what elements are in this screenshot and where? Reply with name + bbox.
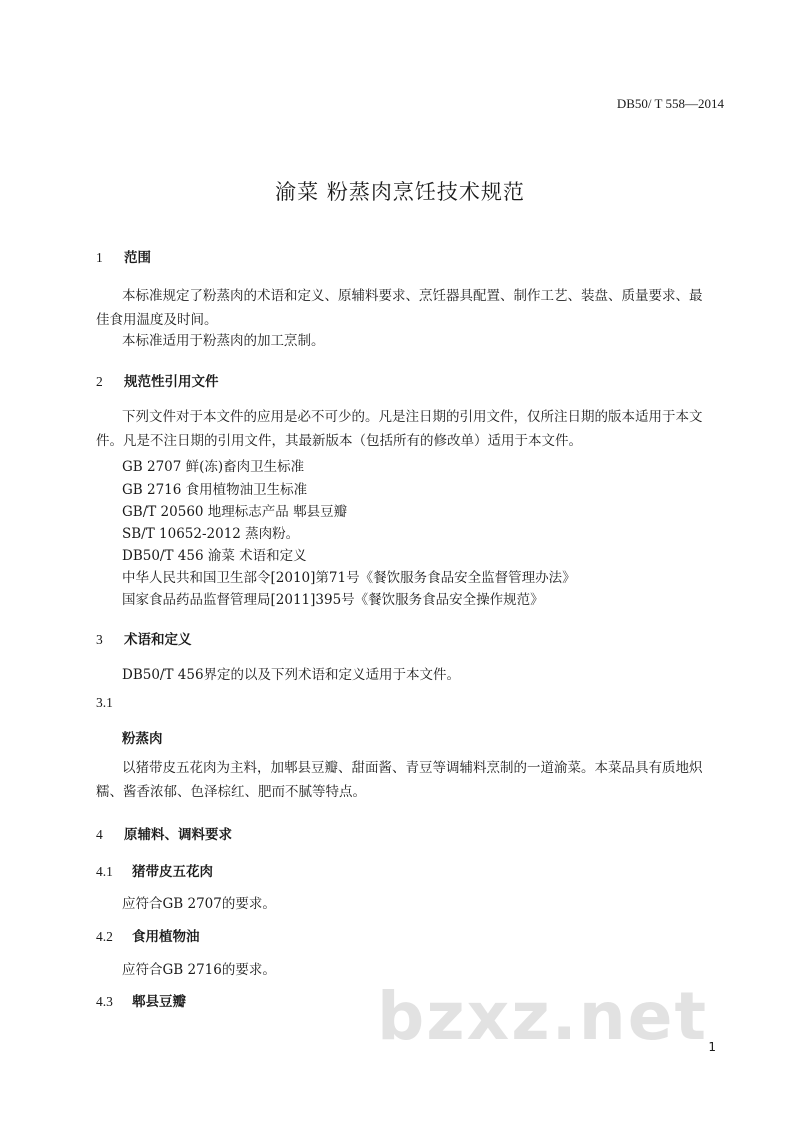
subsection-number: 4.2	[96, 929, 113, 944]
section-1-paragraph-2: 本标准适用于粉蒸肉的加工烹制。	[122, 333, 325, 349]
subsection-title: 郫县豆瓣	[132, 994, 186, 1010]
term-heading: 粉蒸肉	[122, 731, 163, 747]
section-1-paragraph-1: 本标准规定了粉蒸肉的术语和定义、原辅料要求、烹饪器具配置、制作工艺、装盘、质量要求、最佳食用温度及时间。	[96, 288, 703, 328]
section-3-heading	[96, 628, 192, 648]
section-number: 3	[96, 632, 103, 647]
section-number: 2	[96, 374, 103, 389]
reference-item: GB 2707 鲜(冻)畜肉卫生标准	[122, 459, 305, 475]
subsection-number: 4.1	[96, 864, 113, 879]
standard-code: DB50/ T 558—2014	[616, 96, 724, 111]
section-3-paragraph-1: DB50/T 456界定的以及下列术语和定义适用于本文件。	[122, 667, 461, 683]
term-definition: 以猪带皮五花肉为主料，加郫县豆瓣、甜面酱、青豆等调辅料烹制的一道渝菜。本菜品具有质地炽糯、酱香浓郁、色泽棕红、肥而不腻等特点。	[96, 760, 703, 800]
subsection-number: 4.3	[96, 994, 113, 1009]
reference-item: GB/T 20560 地理标志产品 郫县豆瓣	[122, 504, 348, 520]
section-1-heading	[96, 246, 151, 266]
subsection-4-3-heading	[96, 990, 186, 1010]
section-number: 4	[96, 827, 103, 842]
subsection-4-2-text: 应符合GB 2716的要求。	[122, 962, 276, 978]
section-title: 术语和定义	[124, 632, 192, 648]
section-number: 1	[96, 250, 103, 265]
reference-item: SB/T 10652-2012 蒸肉粉。	[122, 526, 300, 542]
section-2-paragraph-1: 下列文件对于本文件的应用是必不可少的。凡是注日期的引用文件，仅所注日期的版本适用于本文件。凡是不注日期的引用文件，其最新版本（包括所有的修改单）适用于本文件。	[96, 409, 703, 449]
page-number: 1	[708, 1040, 716, 1054]
reference-item: 中华人民共和国卫生部令[2010]第71号《餐饮服务食品安全监督管理办法》	[122, 570, 576, 586]
section-4-heading	[96, 823, 232, 843]
subsection-4-1-heading	[96, 860, 213, 880]
section-title: 原辅料、调料要求	[124, 827, 232, 843]
subsection-4-1-text: 应符合GB 2707的要求。	[122, 896, 276, 912]
document-title: 渝菜 粉蒸肉烹饪技术规范	[275, 180, 525, 204]
reference-item: DB50/T 456 渝菜 术语和定义	[122, 548, 307, 564]
subsection-title: 食用植物油	[132, 929, 200, 945]
section-title: 规范性引用文件	[124, 374, 219, 390]
subsection-3-1-number: 3.1	[96, 695, 113, 710]
subsection-title: 猪带皮五花肉	[132, 864, 213, 880]
section-title: 范围	[124, 250, 151, 266]
section-2-heading	[96, 370, 219, 390]
reference-item: GB 2716 食用植物油卫生标准	[122, 482, 308, 498]
subsection-4-2-heading	[96, 925, 200, 945]
reference-item: 国家食品药品监督管理局[2011]395号《餐饮服务食品安全操作规范》	[122, 592, 544, 608]
watermark: bzxz.net	[377, 978, 709, 1055]
